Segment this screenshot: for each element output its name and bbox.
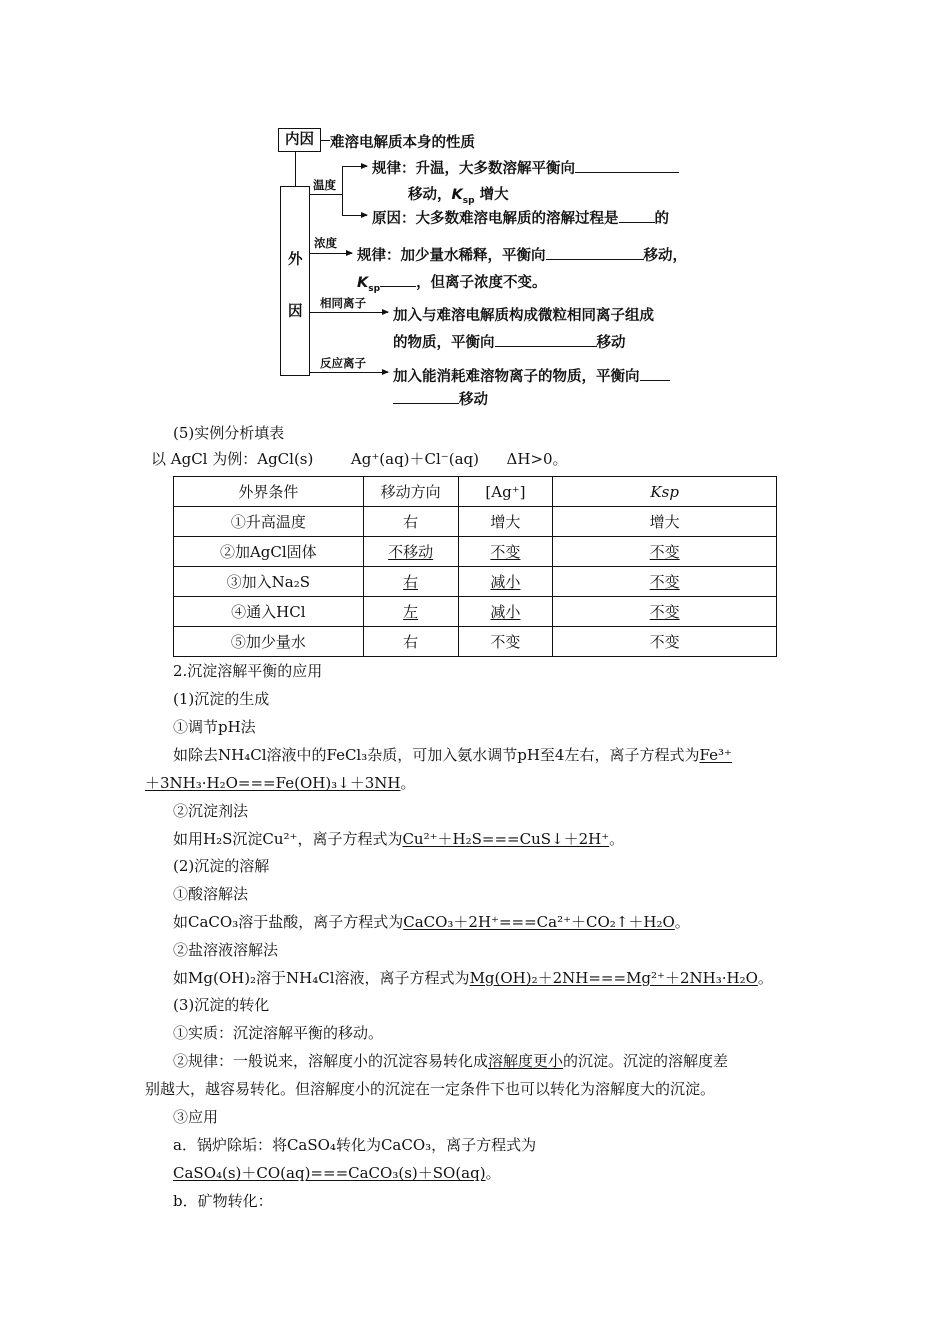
heading-formation: (1)沉淀的生成 [173, 690, 270, 708]
conc-rule-line2: $K_{sp}$ ，但离子浓度不变。 [357, 271, 547, 294]
method-ph-text: 如除去NH₄Cl溶液中的FeCl₃杂质，可加入氨水调节pH至4左右，离子方程式为Fe³⁺ [173, 746, 732, 764]
heading-dissolution: (2)沉淀的溶解 [173, 857, 270, 875]
heading-conversion: (3)沉淀的转化 [173, 996, 270, 1014]
table-row [174, 507, 777, 537]
external-factor-char-1: 外 [288, 252, 303, 268]
table-row [174, 537, 777, 567]
temp-rule-line2: 移动，$K_{sp}$ 增大 [408, 187, 509, 206]
table-header-row [174, 477, 777, 507]
table-cell: 右 [363, 567, 458, 597]
table-cell: 不变 [553, 627, 777, 657]
application-boiler-equation: CaSO₄(s)＋CO(aq)===CaCO₃(s)＋SO(aq)。 [173, 1164, 501, 1182]
table-cell: 不变 [553, 537, 777, 567]
label-temperature: 温度 [313, 178, 336, 192]
connector [295, 152, 296, 186]
conversion-essence: ①实质：沉淀溶解平衡的移动。 [173, 1024, 384, 1042]
analysis-table [173, 476, 777, 657]
table-cell: ②加AgCl固体 [174, 537, 364, 567]
conversion-rule-line2: 别越大，越容易转化。但溶解度小的沉淀在一定条件下也可以转化为溶解度大的沉淀。 [145, 1080, 716, 1098]
table-row [174, 567, 777, 597]
table-cell: 右 [363, 507, 458, 537]
method-ph-equation: ＋3NH₃·H₂O===Fe(OH)₃↓＋3NH。 [145, 774, 416, 792]
table-cell: 不变 [458, 627, 553, 657]
table-cell: ⑤加少量水 [174, 627, 364, 657]
table-cell: 不变 [553, 597, 777, 627]
table-header: 外界条件 [174, 477, 364, 507]
label-same-ion: 相同离子 [320, 296, 366, 310]
arrow [310, 312, 388, 313]
heading-applications: 2.沉淀溶解平衡的应用 [173, 662, 323, 680]
table-cell: ④通入HCl [174, 597, 364, 627]
table-header: 移动方向 [363, 477, 458, 507]
table-cell: 减小 [458, 597, 553, 627]
same-ion-line2: 的物质，平衡向 移动 [393, 331, 626, 352]
application-mineral: b．矿物转化： [173, 1192, 273, 1210]
table-cell: 不变 [553, 567, 777, 597]
method-acid: ①酸溶解法 [173, 885, 249, 903]
arrow [342, 215, 367, 216]
arrow [310, 372, 388, 373]
method-acid-text: 如CaCO₃溶于盐酸，离子方程式为CaCO₃＋2H⁺===Ca²⁺＋CO₂↑＋H₂O。 [173, 913, 690, 931]
table-cell: 增大 [553, 507, 777, 537]
table-row [174, 597, 777, 627]
internal-factor-text: 难溶电解质本身的性质 [330, 135, 475, 151]
temp-rule-line1: 规律：升温，大多数溶解平衡向 [372, 157, 679, 178]
label-concentration: 浓度 [314, 236, 337, 250]
method-precipitant: ②沉淀剂法 [173, 802, 249, 820]
label-reactive-ion: 反应离子 [320, 356, 366, 370]
conc-rule-line1: 规律：加少量水稀释，平衡向 移动， [357, 244, 687, 265]
reactive-ion-line1: 加入能消耗难溶物离子的物质，平衡向 [393, 365, 670, 386]
reactive-ion-line2: 移动 [393, 388, 488, 409]
connector [321, 140, 330, 141]
table-header: Ksp [553, 477, 777, 507]
temp-reason: 原因：大多数难溶电解质的溶解过程是 的 [372, 207, 669, 228]
table-cell: 增大 [458, 507, 553, 537]
method-salt-text: 如Mg(OH)₂溶于NH₄Cl溶液，离子方程式为Mg(OH)₂＋2NH===Mg²⁺＋2NH₃·H₂O。 [173, 969, 773, 987]
external-factor-box [280, 186, 310, 376]
table-header: [Ag⁺] [458, 477, 553, 507]
section5-title: (5)实例分析填表 [173, 424, 285, 442]
method-salt: ②盐溶液溶解法 [173, 941, 279, 959]
external-factor-char-2: 因 [288, 304, 303, 320]
arrow [310, 253, 352, 254]
table-cell: 左 [363, 597, 458, 627]
method-ph: ①调节pH法 [173, 718, 256, 736]
table-cell: 不变 [458, 537, 553, 567]
connector [342, 166, 343, 216]
connector [310, 194, 342, 195]
table-row [174, 627, 777, 657]
section5-example: 以 AgCl 为例：AgCl(s) Ag⁺(aq)＋Cl⁻(aq) ΔH>0。 [151, 450, 568, 468]
table-cell: 右 [363, 627, 458, 657]
arrow [342, 166, 367, 167]
application-boiler: a．锅炉除垢：将CaSO₄转化为CaCO₃，离子方程式为 [173, 1136, 537, 1154]
table-cell: 减小 [458, 567, 553, 597]
table-cell: ①升高温度 [174, 507, 364, 537]
table-cell: 不移动 [363, 537, 458, 567]
table-cell: ③加入Na₂S [174, 567, 364, 597]
conversion-rule-line1: ②规律：一般说来，溶解度小的沉淀容易转化成溶解度更小的沉淀。沉淀的溶解度差 [173, 1052, 729, 1070]
internal-factor-box: 内因 [278, 128, 321, 152]
method-precipitant-text: 如用H₂S沉淀Cu²⁺，离子方程式为Cu²⁺＋H₂S===CuS↓＋2H⁺。 [173, 830, 625, 848]
same-ion-line1: 加入与难溶电解质构成微粒相同离子组成 [393, 308, 654, 324]
conversion-application: ③应用 [173, 1108, 219, 1126]
